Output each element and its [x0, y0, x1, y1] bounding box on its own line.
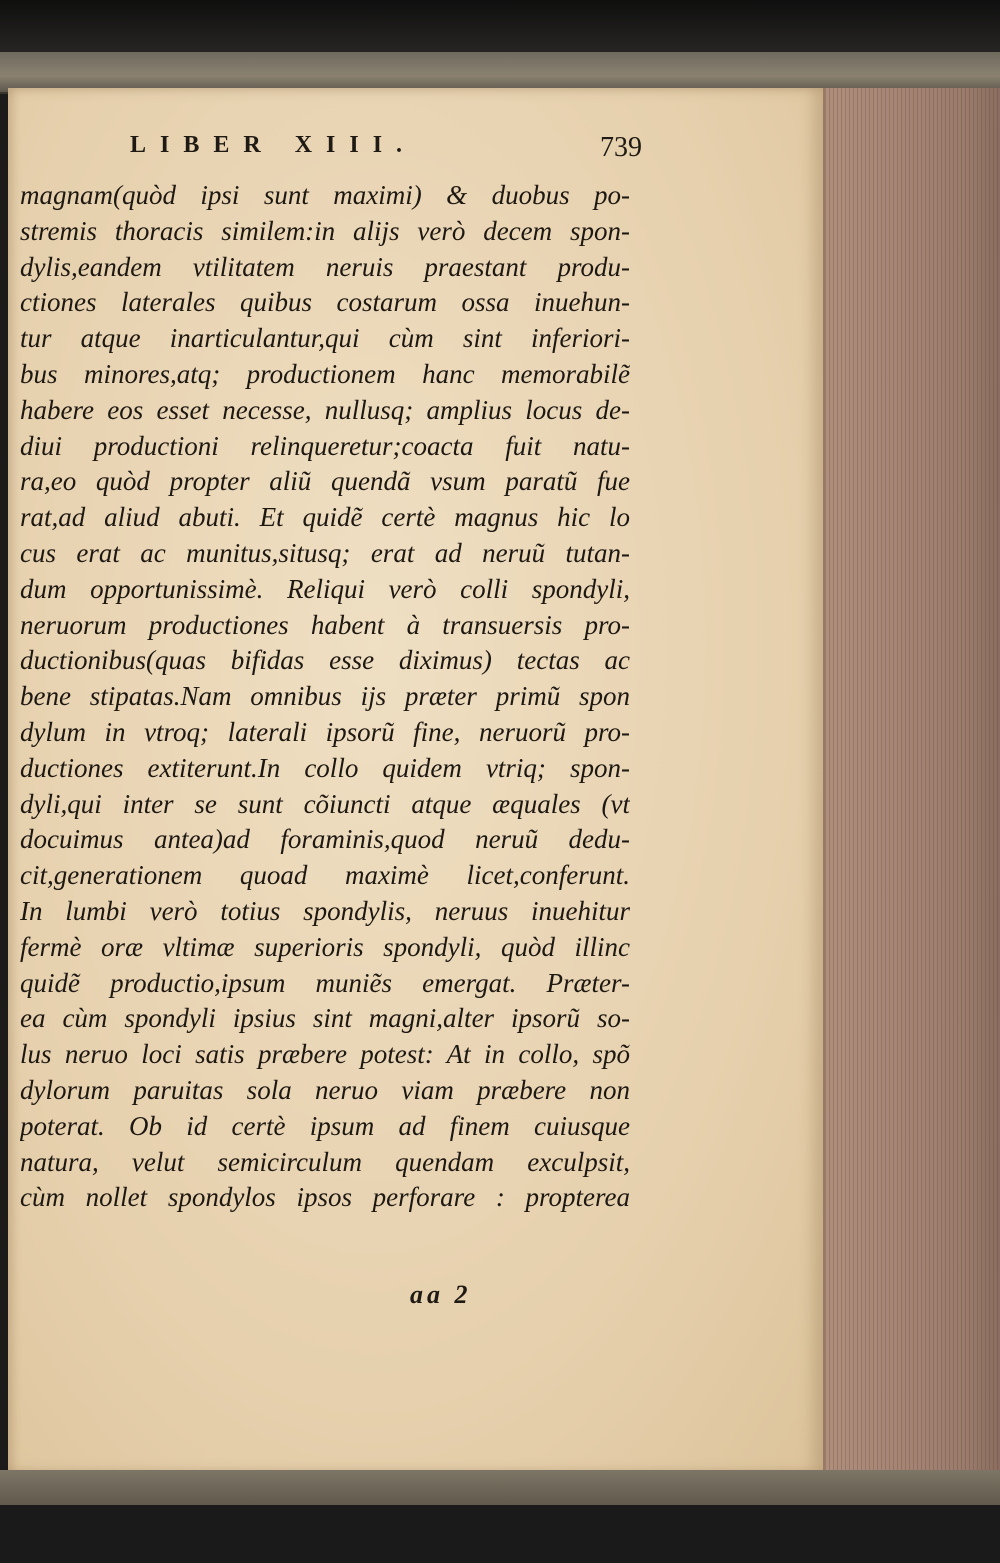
text-line: dyli,qui inter se sunt cõiuncti atque æquales (vt: [20, 788, 630, 819]
text-line: dylum in vtroq; laterali ipsorũ fine, neruorũ pro-: [20, 716, 630, 747]
text-line: In lumbi verò totius spondylis, neruus inuehitur: [20, 895, 630, 926]
text-line: rat,ad aliud abuti. Et quidẽ certè magnus hic lo: [20, 502, 630, 533]
text-line: poterat. Ob id certè ipsum ad finem cuiusque: [20, 1110, 630, 1141]
text-line: dum opportunissimè. Reliqui verò colli spondyli,: [20, 573, 630, 604]
text-line: habere eos esset necesse, nullusq; amplius locus de-: [20, 394, 630, 425]
text-line: cit,generationem quoad maximè licet,conferunt.: [20, 860, 630, 891]
text-line: tur atque inarticulantur,qui cùm sint inferiori-: [20, 323, 630, 354]
text-line: ctiones laterales quibus costarum ossa inuehun-: [20, 287, 630, 318]
background-top: [0, 0, 1000, 60]
text-line: magnam(quòd ipsi sunt maximi) & duobus po-: [20, 180, 630, 210]
running-head: LIBER XIII.: [130, 132, 417, 158]
text-line: diui productioni relinqueretur;coacta fuit natu-: [20, 430, 630, 461]
text-line: ea cùm spondyli ipsius sint magni,alter ipsorũ so-: [20, 1003, 630, 1034]
page-header: [130, 132, 670, 172]
book-binding-bottom: [0, 1470, 1000, 1510]
text-line: ductionibus(quas bifidas esse diximus) tectas ac: [20, 645, 630, 676]
text-line: bene stipatas.Nam omnibus ijs præter primũ spon: [20, 681, 630, 712]
background-bottom: [0, 1505, 1000, 1563]
text-line: docuimus antea)ad foraminis,quod neruũ dedu-: [20, 824, 630, 855]
text-line: dylorum paruitas sola neruo viam præbere non: [20, 1074, 630, 1105]
text-line: ra,eo quòd propter aliũ quendã vsum paratũ fue: [20, 466, 630, 497]
text-line: dylis,eandem vtilitatem neruis praestant produ-: [20, 251, 630, 282]
text-line: quidẽ productio,ipsum muniẽs emergat. Præter-: [20, 967, 630, 998]
text-line: lus neruo loci satis præbere potest: At in collo, spõ: [20, 1039, 630, 1070]
signature-mark: aa 2: [410, 1280, 472, 1309]
text-line: neruorum productiones habent à transuersis pro-: [20, 609, 630, 640]
text-line: cus erat ac munitus,situsq; erat ad neruũ tutan-: [20, 537, 630, 568]
text-line: ductiones extiterunt.In collo quidem vtriq; spon-: [20, 752, 630, 783]
text-line: fermè oræ vltimæ superioris spondyli, quòd illinc: [20, 931, 630, 962]
text-line: stremis thoracis similem:in alijs verò decem spon-: [20, 215, 630, 246]
text-line: bus minores,atq; productionem hanc memorabilẽ: [20, 358, 630, 389]
page-number: 739: [600, 132, 642, 163]
page-edges: [823, 88, 1000, 1473]
text-line: cùm nollet spondylos ipsos perforare : propterea: [20, 1182, 630, 1213]
text-block: [20, 178, 630, 1216]
text-line: natura, velut semicirculum quendam exculpsit,: [20, 1146, 630, 1177]
